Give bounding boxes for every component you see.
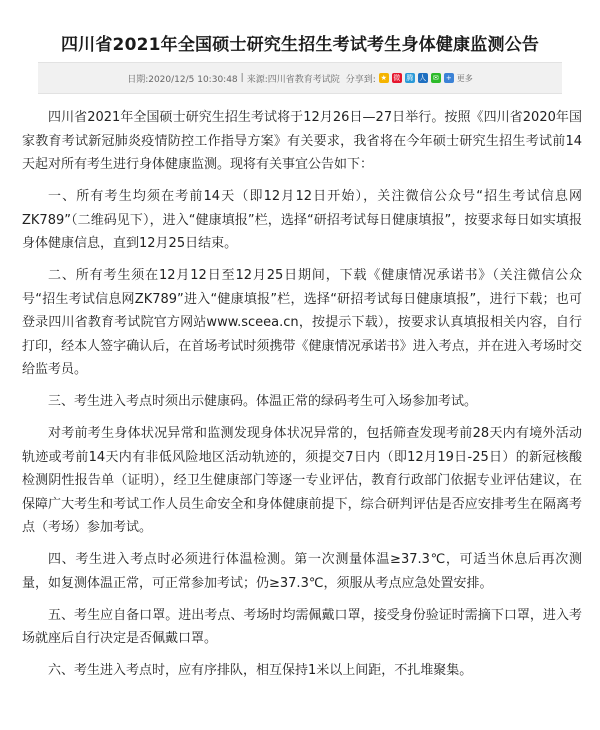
wechat-icon[interactable]: ✉ [431,73,441,83]
paragraph-item-5: 五、考生应自备口罩。进出考点、考场时均需佩戴口罩，接受身份验证时需摘下口罩，进入考场就座后自行决定是否佩戴口罩。 [22,607,582,646]
share-more-link[interactable]: 更多 [456,73,473,83]
weibo-icon[interactable]: 微 [393,74,401,82]
paragraph-item-2: 二、所有考生须在12月12日至12月25日期间，下载《健康情况承诺书》（关注微信公众号“招生考试信息网ZK789”进入“健康填报”栏，选择“研招考试每日健康填报”，进行下载；也可登录四川省教育考试院官方网站www.sceea.cn，按提示下载），按要求认真填报相关内容，自行打印，经本人签字确认后，在首场考试时须携带《健康情况承诺书》进入考点，并在进入考场时交给监考员。 [22,268,582,377]
article-body [22,106,582,691]
paragraph-item-3: 三、考生进入考点时须出示健康码。体温正常的绿码考生可入场参加考试。 [48,394,478,409]
publish-date: 日期:2020/12/5 10:30:48 [127,74,238,85]
meta-separator: | [240,73,244,83]
tencent-weibo-icon[interactable]: 腾 [406,74,414,82]
page-title: 四川省2021年全国硕士研究生招生考试考生身体健康监测公告 [60,35,540,55]
paragraph-item-1: 一、所有考生均须在考前14天（即12月12日开始），关注微信公众号“招生考试信息网ZK789”（二维码见下），进入“健康填报”栏，选择“研招考试每日健康填报”，按要求每日如实填报身体健康信息，直到12月25日结束。 [22,189,582,251]
paragraph-item-6: 六、考生进入考点时，应有序排队，相互保持1米以上间距，不扎堆聚集。 [48,663,473,678]
renren-icon[interactable]: 人 [419,74,427,82]
paragraph-item-3-detail: 对考前考生身体状况异常和监测发现身体状况异常的，包括筛查发现考前28天内有境外活动轨迹或考前14天内有非低风险地区活动轨迹的，须提交7日内（即12月19日-25日）的新冠核酸检测阴性报告单（证明），经卫生健康部门等逐一专业评估，教育行政部门依据专业评估建议，在保障广大考生和考试工作人员生命安全和身体健康前提下，综合研判评估是否应安排考生在隔离考点（考场）参加考试。 [22,426,582,535]
share-label: 分享到: [345,74,376,85]
source-label: 来源:四川省教育考试院 [246,74,340,85]
article-meta-bar [38,62,562,94]
paragraph-intro: 四川省2021年全国硕士研究生招生考试将于12月26日—27日举行。按照《四川省2020年国家教育考试新冠肺炎疫情防控工作指导方案》有关要求，我省将在今年硕士研究生招生考试前14天起对所有考生进行身体健康监测。现将有关事宜公告如下： [22,110,582,172]
paragraph-item-4: 四、考生进入考点时必须进行体温检测。第一次测量体温≥37.3℃，可适当休息后再次测量，如复测体温正常，可正常参加考试；仍≥37.3℃，须服从考点应急处置安排。 [22,552,582,591]
more-share-icon[interactable]: + [444,73,454,83]
qzone-icon[interactable]: ★ [380,74,387,82]
share-bar [346,72,473,85]
share-icons [376,73,454,83]
